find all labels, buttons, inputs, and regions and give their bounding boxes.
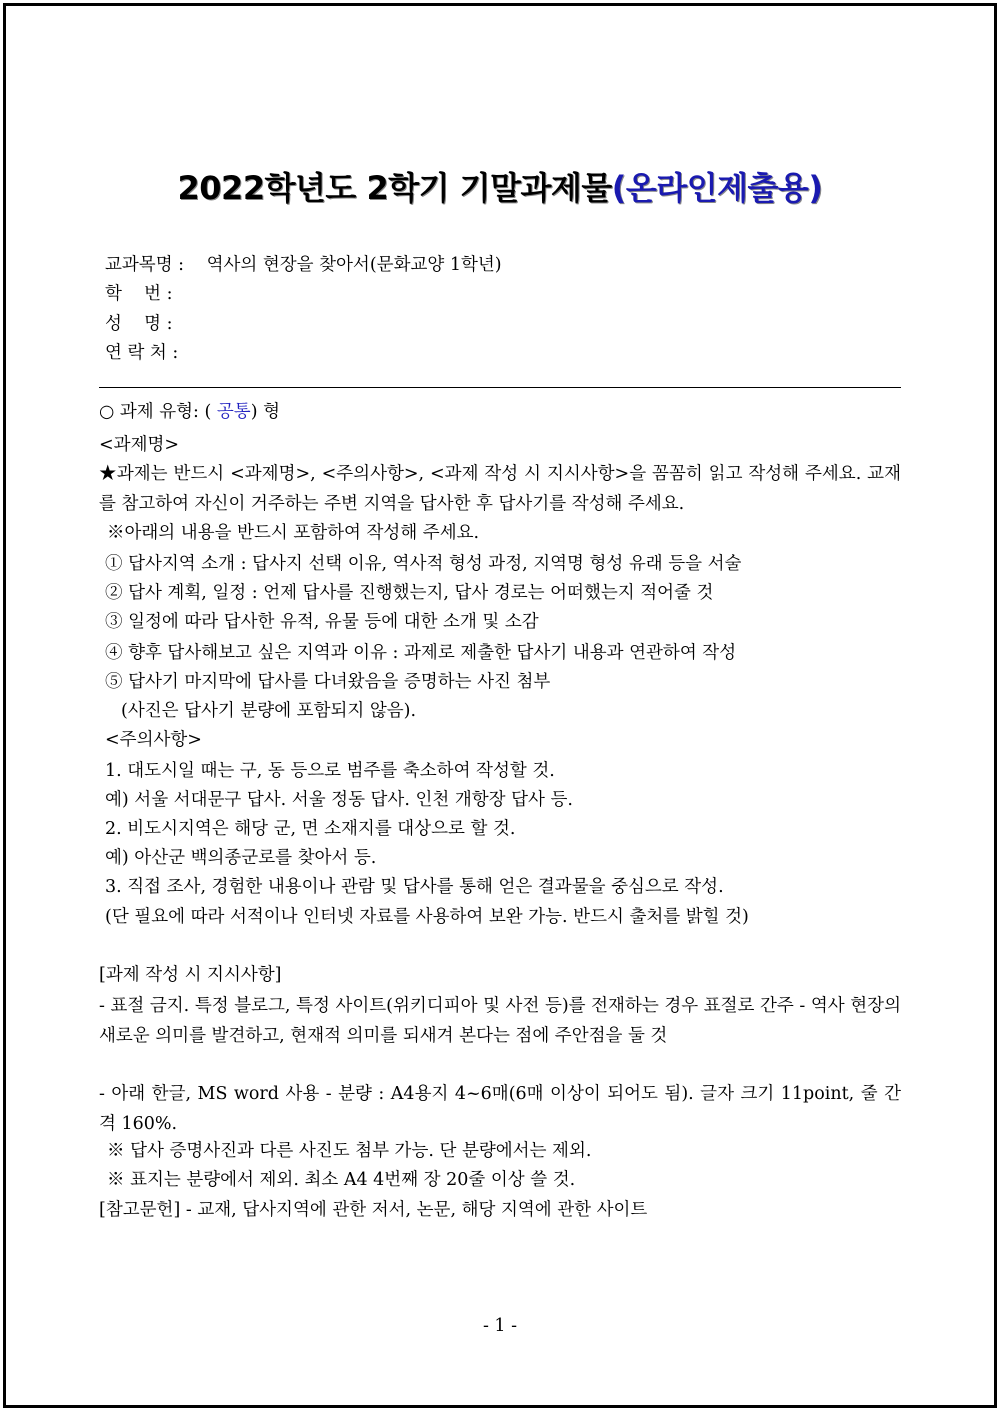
info-course [105, 254, 502, 276]
page-number: - 1 - [482, 1316, 518, 1336]
info-name [105, 313, 201, 335]
info-label: 연 락 처 : [105, 343, 179, 363]
caution-1-example: 예) 서울 서대문구 답사. 서울 정동 답사. 인천 개항장 답사 등. [105, 790, 573, 810]
intro-paragraph: ★과제는 반드시 <과제명>, <주의사항>, <과제 작성 시 지시사항>을 꼼꼼히 읽고 작성해 주세요. 교재를 참고하여 자신이 거주하는 주변 지역을 답사한 후 답사기를 작성해 주세요. [99, 464, 901, 514]
task-type-value: 공통 [216, 402, 251, 422]
include-note: ※아래의 내용을 반드시 포함하여 작성해 주세요. [107, 523, 480, 543]
note-1: ※ 답사 증명사진과 다른 사진도 첨부 가능. 단 분량에서는 제외. [107, 1141, 592, 1161]
instructions-paragraph-2: - 아래 한글, MS word 사용 - 분량 : A4용지 4~6매(6매 이상이 되어도 됨). 글자 크기 11point, 줄 간격 160%. [99, 1084, 901, 1134]
info-label: 교과목명 : [105, 255, 185, 275]
instructions-paragraph-1: - 표절 금지. 특정 블로그, 특정 사이트(위키디피아 및 사전 등)를 전재하는 경우 표절로 간주 - 역사 현장의 새로운 의미를 발견하고, 현재적 의미를 되새겨 본다는 점에 주안점을 둘 것 [99, 996, 901, 1046]
item-1: ① 답사지역 소개 : 답사지 선택 이유, 역사적 형성 과정, 지역명 형성 유래 등을 서술 [105, 554, 742, 574]
caution-3: 3. 직접 조사, 경험한 내용이나 관람 및 답사를 통해 얻은 결과물을 중심으로 작성. [105, 877, 724, 897]
caution-2: 2. 비도시지역은 해당 군, 면 소재지를 대상으로 할 것. [105, 819, 516, 839]
note-2: ※ 표지는 분량에서 제외. 최소 A4 4번째 장 20줄 이상 쓸 것. [107, 1170, 576, 1190]
item-4: ④ 향후 답사해보고 싶은 지역과 이유 : 과제로 제출한 답사기 내용과 연관하여 작성 [105, 643, 737, 663]
caution-2-example: 예) 아산군 백의종군로를 찾아서 등. [105, 848, 377, 868]
title-accent: (온라인제출용) [611, 169, 823, 207]
info-label: 성 명 : [105, 314, 173, 334]
photo-note: (사진은 답사기 분량에 포함되지 않음). [121, 701, 417, 721]
info-student-id [105, 283, 201, 305]
info-label: 학 번 : [105, 284, 173, 304]
item-3: ③ 일정에 따라 답사한 유적, 유물 등에 대한 소개 및 소감 [105, 612, 539, 632]
title-main: 2022학년도 2학기 기말과제물 [177, 169, 612, 207]
caution-1: 1. 대도시일 때는 구, 동 등으로 범주를 축소하여 작성할 것. [105, 761, 555, 781]
references: [참고문헌] - 교재, 답사지역에 관한 저서, 논문, 해당 지역에 관한 사이트 [99, 1200, 648, 1220]
task-type [99, 401, 280, 423]
caution-3-note: (단 필요에 따라 서적이나 인터넷 자료를 사용하여 보완 가능. 반드시 출처를 밝힐 것) [105, 907, 749, 927]
document-title [0, 163, 1000, 209]
item-5: ⑤ 답사기 마지막에 답사를 다녀왔음을 증명하는 사진 첨부 [105, 672, 551, 692]
task-name-header: <과제명> [99, 435, 180, 455]
info-value: 역사의 현장을 찾아서(문화교양 1학년) [201, 255, 502, 275]
info-contact [105, 342, 201, 364]
cautions-header: <주의사항> [105, 730, 202, 750]
task-type-prefix: ○ 과제 유형: ( [99, 402, 217, 422]
instructions-header: [과제 작성 시 지시사항] [99, 965, 282, 985]
task-type-suffix: ) 형 [250, 402, 280, 422]
divider-line [99, 387, 901, 388]
item-2: ② 답사 계획, 일정 : 언제 답사를 진행했는지, 답사 경로는 어떠했는지 적어줄 것 [105, 583, 714, 603]
